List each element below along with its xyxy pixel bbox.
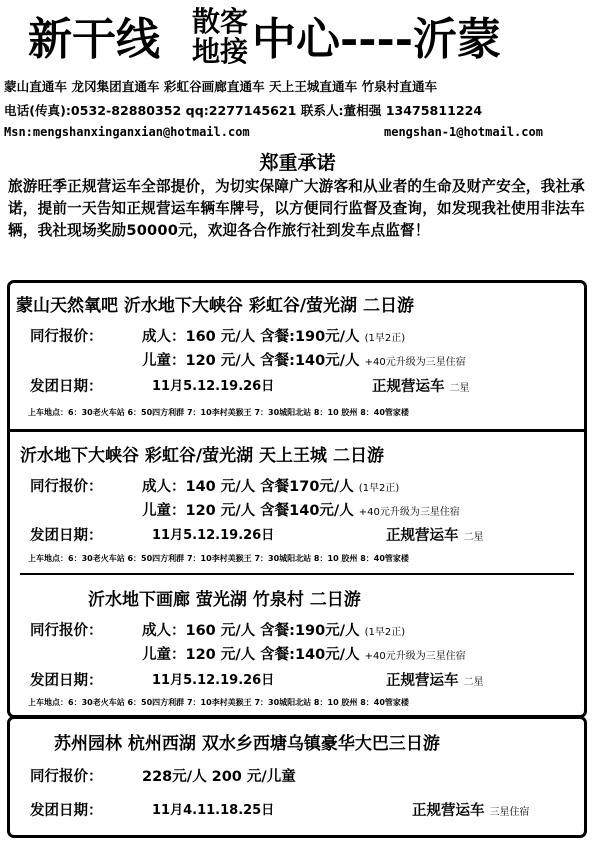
date-label: 发团日期： (30, 379, 103, 395)
adult-price: 成人：160 元/人 含餐:190元/人 (1早2正) (142, 329, 406, 345)
pickup-info: 上车地点：6：30老火车站 6：50四方利群 7：10李村美猴王 7：30城阳北站 8：10 胶州 8：40管家楼 (28, 408, 409, 417)
contact-line: 电话(传真):0532-82880352 qq:2277145621 联系人:董相强 13475811224 (4, 103, 483, 118)
tour-price: 228元/人 200 元/儿童 (142, 769, 296, 785)
title-small-top: 散客 (192, 5, 249, 38)
page-title (0, 6, 595, 70)
tours-box (7, 280, 587, 718)
date-label: 发团日期： (30, 528, 103, 544)
child-price: 儿童：120 元/人 含餐140元/人 +40元升级为三星住宿 (142, 503, 460, 519)
title-small-bottom: 地接 (192, 35, 249, 68)
tour-dates: 11月5.12.19.26日 (152, 379, 275, 394)
tour-box-suzhou (7, 716, 587, 838)
tour-title: 沂水地下大峡谷 彩虹谷/萤光湖 天上王城 二日游 (20, 446, 384, 466)
tour-dates: 11月5.12.19.26日 (152, 673, 275, 688)
msn-line: Msn:mengshanxinganxian@hotmail.com (4, 125, 250, 139)
price-label: 同行报价： (30, 623, 103, 639)
email-line: mengshan-1@hotmail.com (384, 125, 543, 139)
divider (20, 573, 574, 575)
date-label: 发团日期： (30, 803, 103, 819)
pickup-info: 上车地点：6：30老火车站 6：50四方利群 7：10李村美猴王 7：30城阳北站 8：10 胶州 8：40管家楼 (28, 698, 409, 707)
vehicle: 正规营运车 二星 (386, 528, 484, 544)
promise-title: 郑重承诺 (259, 152, 336, 174)
vehicle: 正规营运车 二星 (386, 673, 484, 689)
tour-title: 沂水地下画廊 萤光湖 竹泉村 二日游 (88, 590, 361, 610)
vehicle: 正规营运车 三星住宿 (412, 803, 530, 819)
price-label: 同行报价： (30, 329, 103, 345)
tour-dates: 11月4.11.18.25日 (152, 803, 275, 818)
tour-title: 蒙山天然氧吧 沂水地下大峡谷 彩虹谷/萤光湖 二日游 (16, 296, 414, 316)
child-price: 儿童：120 元/人 含餐:140元/人 +40元升级为三星住宿 (142, 647, 466, 663)
pickup-info: 上车地点：6：30老火车站 6：50四方利群 7：10李村美猴王 7：30城阳北站 8：10 胶州 8：40管家楼 (28, 554, 409, 563)
routes-line: 蒙山直通车 龙冈集团直通车 彩虹谷画廊直通车 天上王城直通车 竹泉村直通车 (4, 79, 438, 94)
price-label: 同行报价： (30, 769, 103, 785)
child-price: 儿童：120 元/人 含餐:140元/人 +40元升级为三星住宿 (142, 353, 466, 369)
divider (10, 429, 584, 432)
vehicle: 正规营运车 二星 (372, 379, 470, 395)
adult-price: 成人：140 元/人 含餐170元/人 (1早2正) (142, 479, 400, 495)
tour-dates: 11月5.12.19.26日 (152, 528, 275, 543)
adult-price: 成人：160 元/人 含餐:190元/人 (1早2正) (142, 623, 406, 639)
promise-text: 旅游旺季正规营运车全部提价，为切实保障广大游客和从业者的生命及财产安全，我社承诺，提前一天告知正规营运车辆车牌号，以方便同行监督及查询，如发现我社使用非法车辆，我社现场奖励50000元，欢迎各合作旅行社到发车点监督！ (8, 178, 585, 239)
tour-title: 苏州园林 杭州西湖 双水乡西塘乌镇豪华大巴三日游 (54, 734, 440, 754)
date-label: 发团日期： (30, 673, 103, 689)
title-part2: 中心----沂蒙 (252, 14, 502, 65)
price-label: 同行报价： (30, 479, 103, 495)
title-part1: 新干线 (28, 14, 160, 65)
